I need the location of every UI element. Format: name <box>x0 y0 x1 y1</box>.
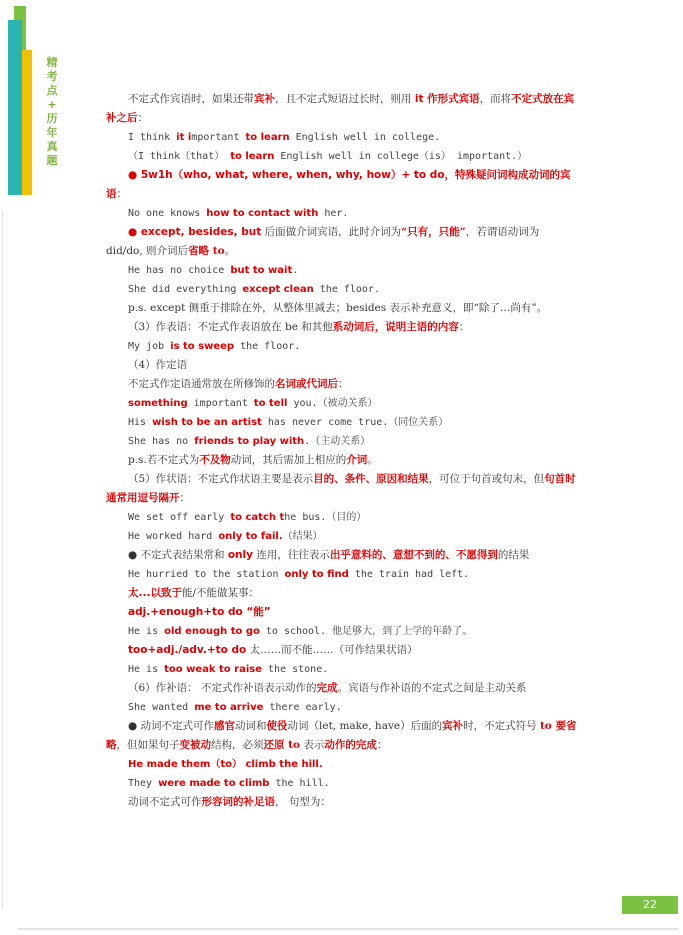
example-line: I think it important to learn English well in college. <box>128 132 441 143</box>
example-line: something important to tell you.（被动关系） <box>128 398 378 409</box>
heading-predicative: （3）作表语：不定式作表语放在 be 和其他系动词后，说明主语的内容： <box>128 321 470 333</box>
example-line: He is old enough to go to school. 他足够大，到了上学的年龄了。 <box>128 626 473 637</box>
side-title-char: 真 <box>46 140 58 153</box>
bullet-causative: ● 动词不定式可作感官动词和使役动词（let, make, have）后面的宾补时，不定式符号 to 要省略，但如果句子变被动结构，必须还原 to 表示动作的完成： <box>106 720 577 751</box>
bullet-wh-words: ● 5w1h（who, what, where, when, why, how）+ to do，特殊疑问词构成动词的宾语： <box>106 169 571 200</box>
example-line: He has no choice but to wait. <box>128 265 299 276</box>
example-line: He made them（to） climb the hill. <box>128 759 323 770</box>
heading-attributive: （4）作定语 <box>128 359 188 371</box>
example-line: He worked hard only to fail.（结果） <box>128 531 323 542</box>
bottom-rule <box>18 928 679 930</box>
paragraph-object-intro: 不定式作宾语时，如果还带宾补，且不定式短语过长时，则用 it 作形式宾语，而将不定式放在宾补之后： <box>106 93 575 124</box>
heading-complement: （6）作补语： 不定式作补语表示动作的完成。宾语与作补语的不定式之间是主动关系 <box>128 682 527 694</box>
example-line: She wanted me to arrive there early. <box>128 702 342 713</box>
example-line: My job is to sweep the floor. <box>128 341 301 352</box>
note-intransitive: p.s.若不定式为不及物动词，其后需加上相应的介词。 <box>128 454 378 466</box>
left-margin-line <box>2 210 3 910</box>
side-title-char: 点 <box>46 84 58 97</box>
example-line: We set off early to catch the bus.（目的） <box>128 512 367 523</box>
example-line: No one knows how to contact with her. <box>128 208 349 219</box>
bullet-result-only: ● 不定式表结果常和 only 连用，往往表示出乎意料的、意想不到的、不愿得到的结果 <box>128 549 530 561</box>
example-line: She has no friends to play with.（主动关系） <box>128 436 371 447</box>
pattern-too-to: 太...以致于能/不能做某事： <box>128 587 260 599</box>
example-line: He is too weak to raise the stone. <box>128 664 329 675</box>
heading-adverbial: （5）作状语：不定式作状语主要是表示目的、条件、原因和结果，可位于句首或句末，但句首时通常用逗号隔开： <box>106 473 576 504</box>
side-title-char: + <box>47 98 57 111</box>
heading-adjective-complement: 动词不定式可作形容词的补足语， 句型为： <box>128 796 331 808</box>
side-title <box>44 56 60 168</box>
example-line: They were made to climb the hill. <box>128 778 330 789</box>
example-line: She did everything except clean the floor. <box>128 284 380 295</box>
example-line: He hurried to the station only to find the train had left. <box>128 569 470 580</box>
decor-bar-teal <box>8 20 22 195</box>
example-line: （I think（that） to learn English well in college（is） important.） <box>128 151 528 162</box>
rule-attributive: 不定式作定语通常放在所修饰的名词或代词后： <box>128 378 349 390</box>
side-title-char: 题 <box>46 154 58 167</box>
side-title-char: 年 <box>46 126 58 139</box>
decor-bar-yellow <box>22 50 32 195</box>
note-except-besides: p.s. except 侧重于排除在外，从整体里减去；besides 表示补充意义，即“除了…尚有”。 <box>128 302 548 314</box>
page-number: 22 <box>622 896 678 914</box>
bullet-except-besides: ● except, besides, but 后面做介词宾语，此时介词为“只有，只能”，若谓语动词为 did/do, 则介词后省略 to。 <box>106 226 540 257</box>
side-title-char: 考 <box>46 70 58 83</box>
document-body <box>106 90 578 812</box>
pattern-enough-to: adj.+enough+to do “能” <box>128 606 271 618</box>
pattern-too-adj-to: too+adj./adv.+to do 太……而不能……（可作结果状语） <box>128 644 418 656</box>
example-line: His wish to be an artist has never come true.（同位关系） <box>128 417 449 428</box>
side-title-char: 历 <box>46 112 58 125</box>
side-title-char: 精 <box>46 56 58 69</box>
